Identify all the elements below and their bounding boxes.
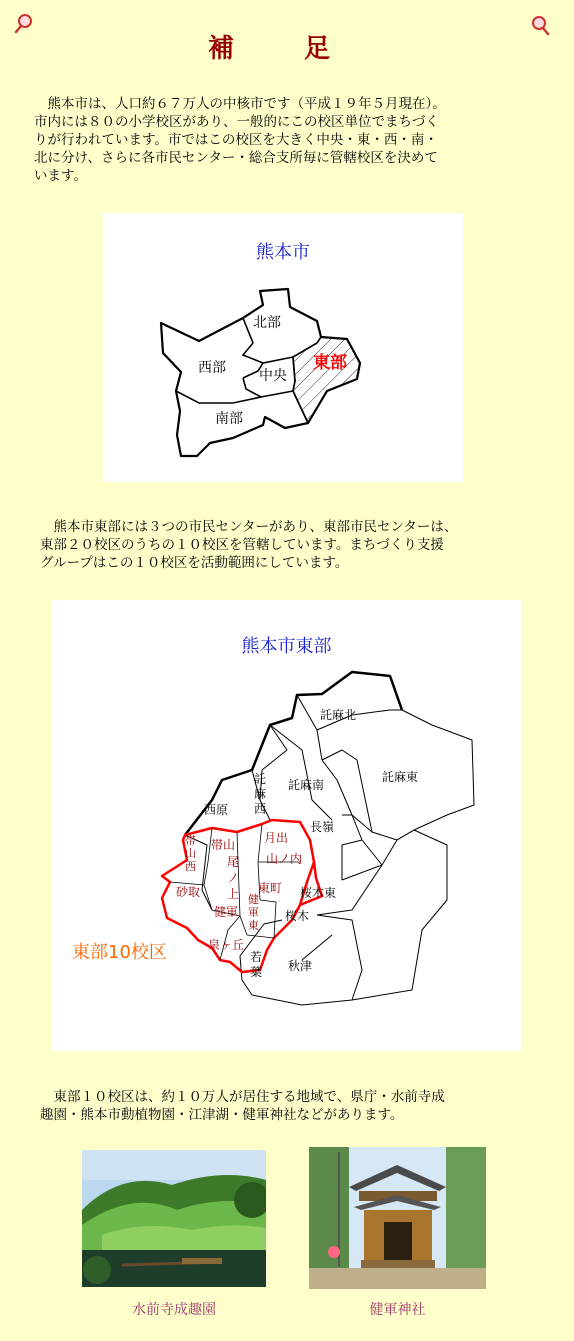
text-line: 趣園・熊本市動植物園・江津湖・健軍神社などがあります。 — [40, 1107, 404, 1123]
photo-caption: 水前寺成趣園 — [132, 1302, 216, 1318]
text-line: います。 — [34, 168, 87, 184]
east-district-map — [52, 600, 521, 1051]
district-label: 託麻南 — [288, 778, 325, 792]
district-label-highlight: 月出 — [264, 831, 289, 845]
region-label-west: 西部 — [198, 360, 226, 376]
district-label: 秋津 — [288, 959, 313, 973]
district-label-vertical — [250, 950, 264, 980]
shrine-photo — [309, 1147, 486, 1289]
text-line: 熊本市は、人口約６７万人の中核市です（平成１９年５月現在）。 — [34, 96, 446, 112]
text-line: 東部２０校区のうちの１０校区を管轄しています。まちづくり支援 — [40, 537, 444, 553]
photo-caption: 健軍神社 — [369, 1302, 426, 1318]
district-char: 若 — [250, 950, 263, 964]
district-char: 葉 — [250, 965, 263, 979]
district-label-highlight: 山ノ内 — [266, 852, 303, 866]
text-line: 東部１０校区は、約１０万人が居住する地域で、県庁・水前寺成 — [40, 1089, 445, 1105]
map-title: 熊本市東部 — [241, 636, 332, 657]
district-label: 長嶺 — [310, 820, 335, 834]
district-char: 山 — [185, 847, 196, 860]
map-title: 熊本市 — [256, 242, 310, 263]
region-label-east: 東部 — [313, 353, 347, 373]
district-char: 西 — [185, 860, 196, 873]
district-label-highlight: 帯山 — [211, 838, 236, 852]
district-label: 桜木東 — [300, 886, 337, 900]
text-line: 市内には８０の小学校区があり、一般的にこの校区単位でまちづく — [34, 114, 439, 130]
district-char: 健 — [248, 893, 259, 906]
district-label: 桜木 — [285, 909, 310, 923]
district-label-highlight: 砂取 — [176, 885, 201, 899]
region-label-south: 南部 — [215, 411, 243, 427]
east-area-map — [52, 600, 521, 1051]
district-label-highlight: 健軍 — [214, 905, 239, 919]
district-label-vertical — [227, 854, 241, 902]
district-char: ノ — [227, 871, 240, 885]
district-label-vertical — [248, 893, 262, 932]
ten-district-label: 東部10校区 — [72, 942, 167, 963]
district-char: 尾 — [227, 855, 240, 869]
district-label-vertical — [185, 834, 199, 873]
district-char: 西 — [254, 802, 267, 816]
district-char: 帯 — [185, 834, 196, 847]
district-char: 東 — [248, 919, 259, 932]
text-line: グループはこの１０校区を活動範囲にしています。 — [40, 555, 349, 571]
district-char: 軍 — [248, 906, 259, 919]
district-label: 託麻北 — [320, 708, 357, 722]
garden-photo — [82, 1150, 266, 1287]
page-title: 補 足 — [207, 34, 352, 64]
district-label: 託麻東 — [382, 770, 419, 784]
district-label: 西原 — [204, 803, 229, 817]
region-label-center: 中央 — [259, 368, 287, 384]
district-label-highlight: 泉ヶ丘 — [208, 938, 245, 952]
text-line: 北に分け、さらに各市民センター・総合支所毎に管轄校区を決めて — [34, 150, 438, 166]
text-line: りが行われています。市ではこの校区を大きく中央・東・西・南・ — [34, 132, 438, 148]
district-label-vertical — [254, 772, 268, 817]
ten-district-paragraph — [40, 1088, 540, 1124]
east-paragraph — [40, 518, 540, 572]
text-line: 熊本市東部には３つの市民センターがあり、東部市民センターは、 — [40, 519, 458, 535]
district-char: 上 — [227, 887, 240, 901]
kumamoto-city-map — [103, 213, 463, 482]
district-char: 麻 — [254, 787, 267, 801]
region-label-north: 北部 — [253, 315, 281, 331]
intro-paragraph — [34, 95, 534, 185]
district-label-highlight: 東町 — [258, 881, 283, 895]
city-outline-map — [103, 213, 463, 482]
district-char: 託 — [254, 772, 267, 786]
